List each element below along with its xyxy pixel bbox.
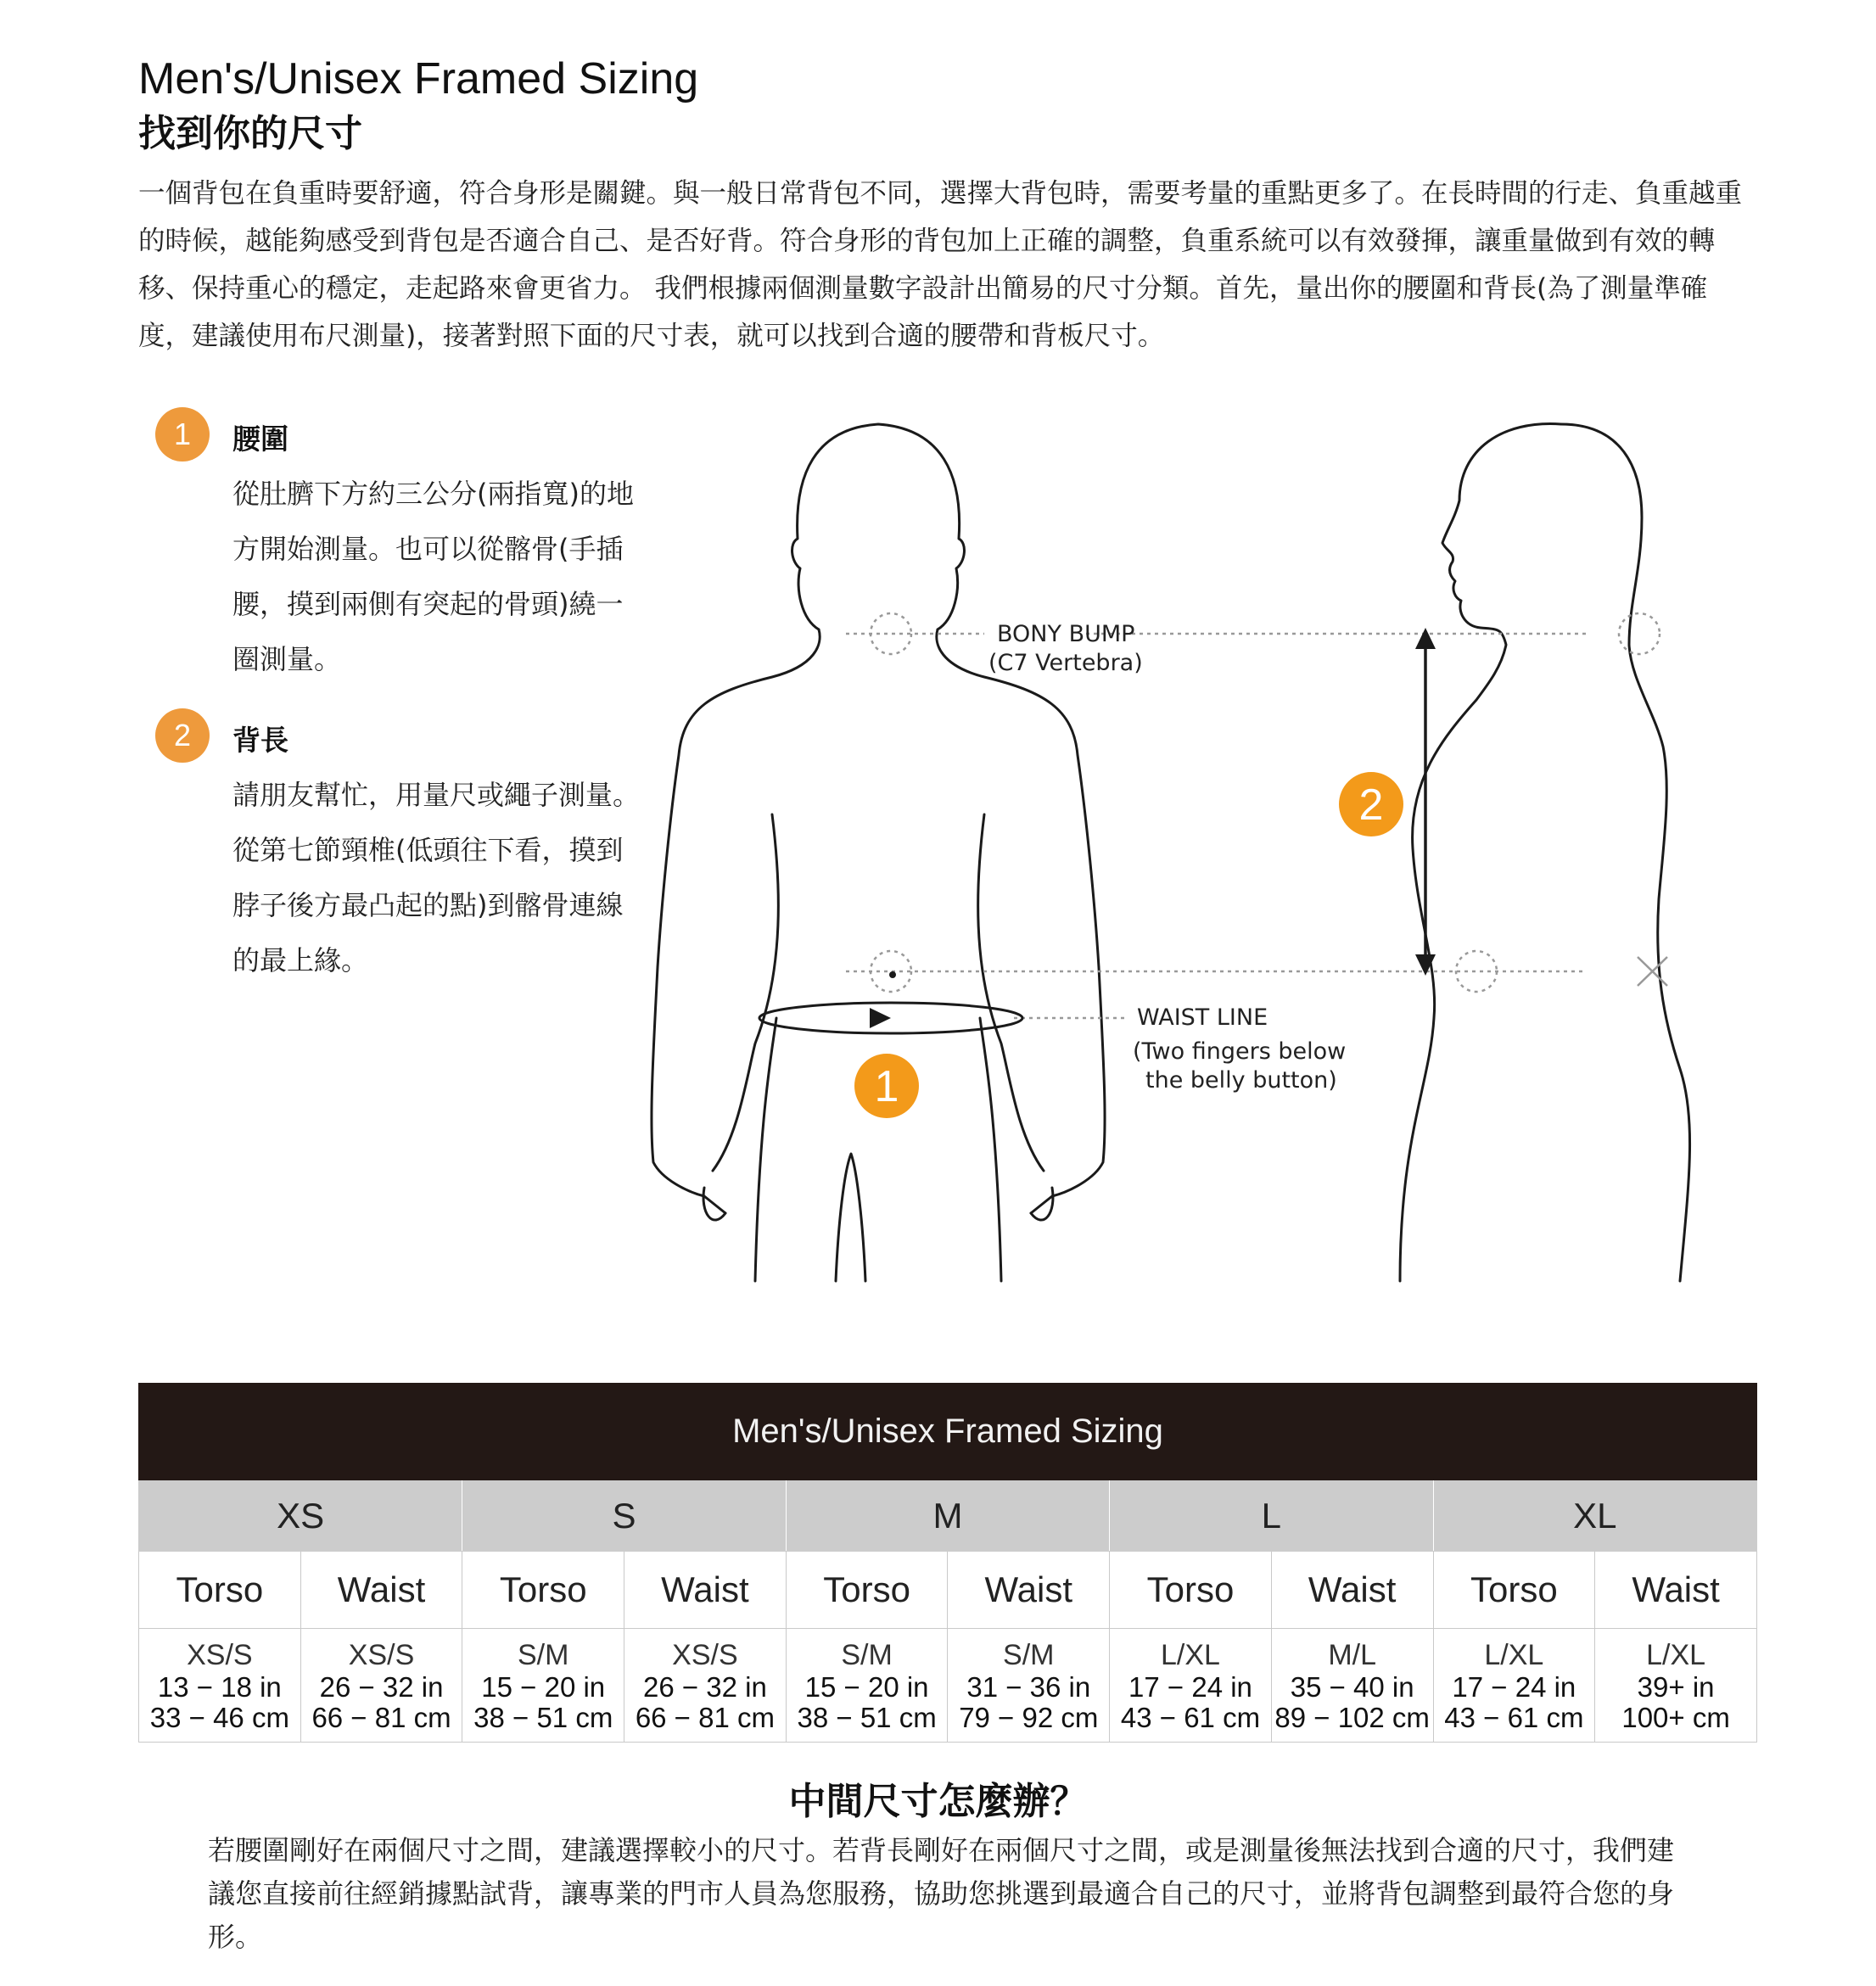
step-2-title: 背長 [232,724,288,757]
cell-centimeters: 66 − 81 cm [311,1701,451,1733]
cell-size-range: L/XL [1646,1638,1706,1671]
metric-header-waist: Waist [624,1552,787,1629]
page-title: Men's/Unisex Framed Sizing [138,54,699,103]
cell-inches: 17 − 24 in [1452,1670,1576,1703]
metric-header-torso: Torso [139,1552,301,1629]
cell-inches: 26 − 32 in [642,1670,767,1703]
table-cell [624,1629,787,1743]
bony-bump-sublabel: (C7 Vertebra) [988,650,1143,676]
body-measurement-diagram [645,373,1714,1290]
side-waist-cross [1638,957,1667,986]
cell-size-range: XS/S [348,1638,415,1671]
side-profile-back [1561,424,1690,1281]
metric-header-torso: Torso [786,1552,948,1629]
size-header-m: M [786,1480,1109,1552]
sizing-table [138,1383,1757,1743]
cell-inches: 17 − 24 in [1128,1670,1252,1703]
intro-paragraph: 一個背包在負重時要舒適，符合身形是關鍵。與一般日常背包不同，選擇大背包時，需要考量的重點更多了。在長時間的行走、負重越重的時候，越能夠感受到背包是否適合自己、是否好背。符合身形的背包加上正確的調整，負重系統可以有效發揮，讓重量做到有效的轉移、保持重心的穩定，走起路來會更省力。 我們根據兩個測量數字設計出簡易的尺寸分類。首先，量出你的腰圍和背長(為了測量準確度，建議使用布尺測量)，接著對照下面的尺寸表，就可以找到合適的腰帶和背板尺寸。 [138,178,1743,351]
cell-size-range: L/XL [1160,1638,1220,1671]
cell-centimeters: 89 − 102 cm [1274,1701,1430,1733]
cell-centimeters: 43 − 61 cm [1444,1701,1584,1733]
cell-inches: 15 − 20 in [481,1670,606,1703]
cell-centimeters: 43 − 61 cm [1120,1701,1261,1733]
step-2-description: 請朋友幫忙，用量尺或繩子測量。從第七節頸椎(低頭往下看，摸到脖子後方最凸起的點)到髂骨連線的最上緣。 [232,779,641,976]
table-cell [139,1629,301,1743]
waist-line-label: WAIST LINE [1137,1004,1268,1031]
metric-header-torso: Torso [1433,1552,1595,1629]
cell-centimeters: 79 − 92 cm [959,1701,1099,1733]
marker-1-badge [854,1054,919,1118]
metric-header-torso: Torso [1110,1552,1272,1629]
cell-size-range: XS/S [187,1638,253,1671]
table-caption: Men's/Unisex Framed Sizing [139,1384,1757,1480]
size-header-l: L [1110,1480,1433,1552]
waist-line-sublabel-1: (Two fingers below [1133,1038,1347,1065]
front-crotch [836,1154,865,1281]
table-cell [462,1629,624,1743]
table-cell [1433,1629,1595,1743]
metric-header-waist: Waist [1595,1552,1757,1629]
cell-inches: 15 − 20 in [804,1670,929,1703]
table-cell [300,1629,462,1743]
marker-2-text: 2 [1358,780,1384,830]
waist-direction-arrow [870,1008,891,1028]
cell-centimeters: 33 − 46 cm [149,1701,289,1733]
cell-centimeters: 38 − 51 cm [473,1701,613,1733]
cell-inches: 39+ in [1637,1670,1715,1703]
cell-size-range: S/M [517,1638,569,1671]
cell-centimeters: 100+ cm [1621,1701,1730,1733]
step-1-description: 從肚臍下方約三公分(兩指寬)的地方開始測量。也可以從髂骨(手插腰，摸到兩側有突起的骨頭)繞一圈測量。 [232,478,634,675]
cell-size-range: S/M [1003,1638,1055,1671]
cell-size-range: XS/S [672,1638,738,1671]
cell-centimeters: 66 − 81 cm [635,1701,775,1733]
step-2-badge: 2 [155,708,210,763]
front-inner-arm-right [978,814,1044,1171]
page-subtitle: 找到你的尺寸 [138,112,362,155]
size-header-xs: XS [139,1480,462,1552]
marker-1-text: 1 [874,1062,899,1111]
bony-bump-label: BONY BUMP [997,621,1135,647]
cell-inches: 13 − 18 in [157,1670,282,1703]
front-inner-arm-left [713,814,778,1171]
size-header-s: S [462,1480,786,1552]
metric-header-waist: Waist [1271,1552,1433,1629]
step-1-title: 腰圍 [232,422,288,456]
side-bony-bump-marker [1619,613,1660,654]
waist-line-sublabel-2: the belly button) [1145,1067,1337,1094]
table-cell [1595,1629,1757,1743]
marker-2-badge [1339,772,1403,836]
table-cell [948,1629,1110,1743]
cell-inches: 26 − 32 in [319,1670,444,1703]
front-right-hip [980,1018,1001,1281]
step-1-badge: 1 [155,407,210,462]
cell-centimeters: 38 − 51 cm [797,1701,937,1733]
front-head-outline [792,424,965,629]
faq-body: 若腰圍剛好在兩個尺寸之間，建議選擇較小的尺寸。若背長剛好在兩個尺寸之間，或是測量後無法找到合適的尺寸，我們建議您直接前往經銷據點試背，讓專業的門市人員為您服務，協助您挑選到最適合自己的尺寸，並將背包調整到最符合您的身形。 [208,1834,1675,1953]
cell-size-range: L/XL [1484,1638,1544,1671]
table-cell [786,1629,948,1743]
cell-inches: 35 − 40 in [1290,1670,1414,1703]
cell-size-range: M/L [1328,1638,1376,1671]
size-header-xl: XL [1433,1480,1757,1552]
cell-size-range: S/M [841,1638,893,1671]
metric-header-waist: Waist [948,1552,1110,1629]
faq-title: 中間尺寸怎麼辦？ [788,1780,1088,1823]
metric-header-torso: Torso [462,1552,624,1629]
table-cell [1271,1629,1433,1743]
cell-inches: 31 − 36 in [966,1670,1091,1703]
front-left-hip [755,1018,776,1281]
metric-header-waist: Waist [300,1552,462,1629]
table-cell [1110,1629,1272,1743]
